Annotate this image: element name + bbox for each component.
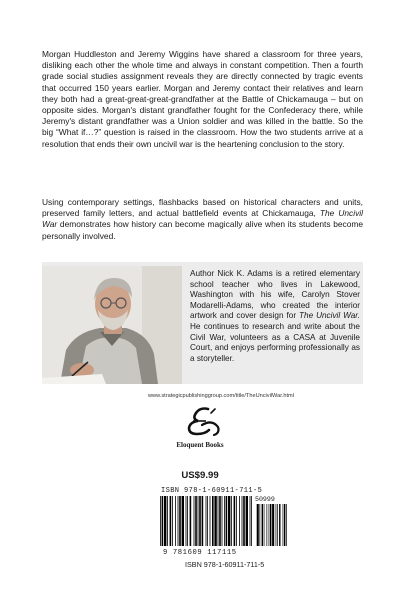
barcode-bar (167, 496, 168, 546)
author-bio (190, 269, 360, 364)
barcode-bar (194, 496, 195, 546)
barcode-supplement-bar (270, 504, 271, 546)
barcode-bar (243, 496, 245, 546)
barcode-bar (239, 496, 240, 546)
barcode-bar (226, 496, 228, 546)
barcode-bar (164, 496, 166, 546)
barcode-bar (222, 496, 223, 546)
synopsis-book-title: The Uncivil War (42, 208, 363, 230)
isbn-barcode (158, 496, 288, 546)
eloquent-books-logo-icon (178, 405, 224, 437)
barcode-supplement-bar (267, 504, 268, 546)
isbn-top-label: ISBN 978-1-60911-711-5 (161, 487, 263, 495)
barcode-bar (214, 496, 216, 546)
barcode-bar (231, 496, 232, 546)
barcode-bar (218, 496, 219, 546)
barcode-supplement-bar (276, 504, 277, 546)
barcode-supplement-bar (257, 504, 259, 546)
barcode-bar (199, 496, 201, 546)
barcode-supplement-bar (279, 504, 280, 546)
author-photo-illustration (42, 266, 182, 384)
barcode-bar (224, 496, 225, 546)
barcode-bar (210, 496, 211, 546)
barcode-bar (186, 496, 187, 546)
barcode-bar (195, 496, 197, 546)
barcode-bar (202, 496, 204, 546)
barcode-bar (242, 496, 243, 546)
barcode-bar (206, 496, 207, 546)
barcode-supplement-bar (262, 504, 263, 546)
barcode-bar (207, 496, 208, 546)
barcode-bar (187, 496, 188, 546)
barcode-bar (251, 496, 252, 546)
barcode-bar (212, 496, 214, 546)
barcode-bar (198, 496, 199, 546)
barcode-bar (162, 496, 164, 546)
barcode-supplement-bar (272, 504, 274, 546)
publisher-url[interactable]: www.strategicpublishinggroup.com/title/TheUncivilWar.html (148, 393, 294, 399)
isbn-bottom-label: ISBN 978-1-60911-711-5 (185, 560, 265, 569)
barcode-supplement-digits: 50999 (255, 496, 275, 503)
barcode-bar (234, 496, 236, 546)
barcode-bar (160, 496, 161, 546)
synopsis-paragraph-1: Morgan Huddleston and Jeremy Wiggins have shared a classroom for three years, disliking each other the whole time and always in constant competition. Then a fourth grade social studies assignment reveals they are directly connected by tragic events that occurred 150 years earlier. Morgan and Jeremy contact their relatives and learn they both had a great-great-great-grandfather at the Battle of Chickamauga – but on opposite sides. Morgan's distant grandfather fought for the Confederacy there, while Jeremy's distant grandfather was a Union soldier and was killed in the battle. So the big “What if…?” question is raised in the classroom. How the two students arrive at a resolution that ends their own uncivil war is the heartening conclusion to the story. (42, 49, 363, 149)
barcode-ean-digits: 9 781609 117115 (163, 549, 237, 557)
barcode-supplement-bar (283, 504, 284, 546)
barcode-supplement-bar (286, 504, 287, 546)
author-bio-text-b: He continues to research and write about the Civil War, volunteers as a CASA at Juvenile Court, and enjoys performing professionally as a storyteller. (190, 321, 360, 363)
barcode-bar (170, 496, 172, 546)
barcode-supplement-bar (264, 504, 265, 546)
price: US$9.99 (181, 470, 219, 481)
barcode-bar (236, 496, 237, 546)
publisher-name: Eloquent Books (176, 441, 224, 449)
barcode-bar (178, 496, 179, 546)
barcode-supplement-bar (269, 504, 270, 546)
author-photo (42, 266, 182, 384)
barcode-supplement-bar (284, 504, 285, 546)
author-bio-text-a: Author Nick K. Adams is a retired elementary school teacher who lives in Lakewood, Washington with his wife, Carolyn Stover Modarelli-Adams, who created the interior artwork and cover design for (190, 269, 360, 321)
barcode-bar (172, 496, 173, 546)
synopsis-paragraph-2-text-b: demonstrates how history can become magically alive when its students become personally involved. (42, 219, 364, 241)
barcode-supplement-bar (277, 504, 278, 546)
barcode-bar (182, 496, 184, 546)
author-bio-book-title: The Uncivil War. (299, 311, 360, 321)
barcode-bar (246, 496, 248, 546)
barcode-bar (179, 496, 181, 546)
synopsis-paragraph-2-text-a: Using contemporary settings, flashbacks based on historical characters and units, preserved family letters, and actual battlefield events at Chickamauga, (42, 197, 363, 219)
barcode-bar (190, 496, 192, 546)
barcode-bar (250, 496, 251, 546)
barcode-supplement-bar (260, 504, 261, 546)
barcode-bar (228, 496, 230, 546)
synopsis-paragraph-2 (42, 197, 363, 242)
barcode-bar (219, 496, 221, 546)
barcode-bar (175, 496, 176, 546)
